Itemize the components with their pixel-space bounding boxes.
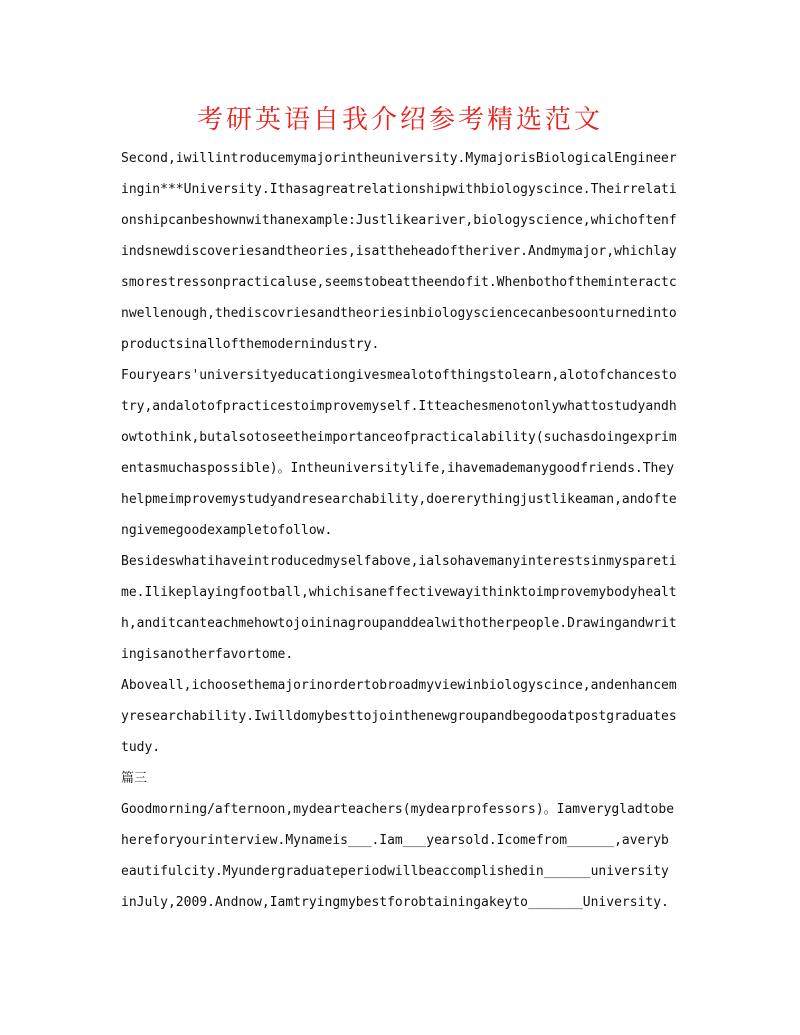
text-line: tudy. <box>121 740 161 755</box>
text-line: smorestressonpracticaluse,seemstobeattheendofit.Whenbothoftheminteractc <box>121 275 677 290</box>
text-line: ingin***University.Ithasagreatrelationshipwithbiologyscince.Theirrelati <box>121 182 677 197</box>
text-line: helpmeimprovemystudyandresearchability,doererythingjustlikeaman,andofte <box>121 492 677 507</box>
text-line: Goodmorning/afternoon,mydearteachers(mydearprofessors)。Iamverygladtobe <box>121 802 675 817</box>
text-line: Besideswhatihaveintroducedmyselfabove,ialsohavemanyinterestsinmyspareti <box>121 554 677 569</box>
section-heading: 篇三 <box>121 771 148 786</box>
text-line: productsinallofthemodernindustry. <box>121 337 380 352</box>
text-line: h,anditcanteachmehowtojoininagroupanddealwithotherpeople.Drawingandwrit <box>121 616 677 631</box>
text-line: owtothink,butalsotoseetheimportanceofpracticalability(suchasdoingexprim <box>121 430 677 445</box>
text-line: hereforyourinterview.Mynameis___.Iam___yearsold.Icomefrom______,averyb <box>121 833 669 848</box>
text-line: try,andalotofpracticestoimprovemyself.Itteachesmenotonlywhattostudyandh <box>121 399 677 414</box>
text-line: Aboveall,ichoosethemajorinordertobroadmyviewinbiologyscince,andenhancem <box>121 678 677 693</box>
document-title: 考研英语自我介绍参考精选范文 <box>196 105 603 135</box>
text-line: ingisanotherfavortome. <box>121 647 294 662</box>
text-line: onshipcanbeshownwithanexample:Justlikeariver,biologyscience,whichoftenf <box>121 213 677 228</box>
document-body <box>121 143 681 918</box>
text-line: inJuly,2009.Andnow,Iamtryingmybestforobtainingakeyto_______University. <box>121 895 669 910</box>
text-line: eautifulcity.Myundergraduateperiodwillbeaccomplishedin______university <box>121 864 669 879</box>
text-line: Fouryears'universityeducationgivesmealotofthingstolearn,alotofchancesto <box>121 368 677 383</box>
text-line: Second,iwillintroducemymajorintheuniversity.MymajorisBiologicalEngineer <box>121 151 677 166</box>
text-line: indsnewdiscoveriesandtheories,isattheheadoftheriver.Andmymajor,whichlay <box>121 244 677 259</box>
text-line: nwellenough,thediscovriesandtheoriesinbiologysciencecanbesoonturnedinto <box>121 306 677 321</box>
text-line: yresearchability.Iwilldomybesttojointhenewgroupandbegoodatpostgraduates <box>121 709 677 724</box>
text-line: ngivemegoodexampletofollow. <box>121 523 333 538</box>
text-line: entasmuchaspossible)。Intheuniversitylife,ihavemademanygoodfriends.They <box>121 461 675 476</box>
text-line: me.Ilikeplayingfootball,whichisaneffectivewayithinktoimprovemybodyhealt <box>121 585 677 600</box>
